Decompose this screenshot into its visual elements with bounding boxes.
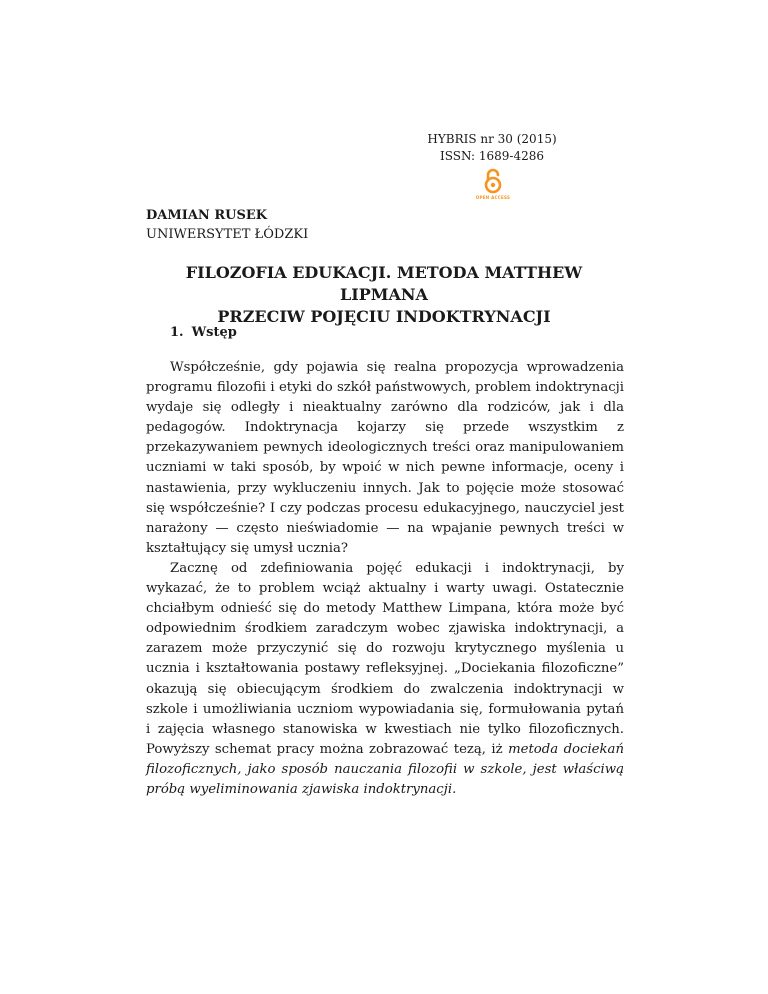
- journal-issue: HYBRIS nr 30 (2015): [427, 132, 557, 146]
- paragraph-2-text: Zacznę od zdefiniowania pojęć edukacji i indoktrynacji, by wykazać, że to problem wciąż aktualny i warty uwagi. Ostatecznie chciałbym odnieść się do metody Matthew Limpana, która może być odpowiednim środkiem zaradczym wobec zjawiska indoktrynacji, a zarazem może przyczynić się do rozwoju krytycznego myślenia u ucznia i kształtowania postawy refleksyjnej. „Dociekania filozoficzne” okazują się obiecującym środkiem do zwalczenia indoktrynacji w szkole i umożliwiania uczniom wypowiadania się, formułowania pytań i zajęcia własnego stanowiska w kwestiach nie tylko filozoficznych. Powyższy schemat pracy można zobrazować tezą, iż: [146, 560, 624, 757]
- open-access-badge: [474, 168, 512, 200]
- author-affiliation: UNIWERSYTET ŁÓDZKI: [146, 227, 309, 242]
- paragraph-1: Współcześnie, gdy pojawia się realna propozycja wprowadzenia programu filozofii i etyki do szkół państwowych, problem indoktrynacji wydaje się odległy i nieaktualny zarówno dla rodziców, jak i dla pedagogów. Indoktrynacja kojarzy się przede wszystkim z przekazywaniem pewnych ideologicznych treści oraz manipulowaniem uczniami w taki sposób, by wpoić w nich pewne informacje, oceny i nastawienia, przy wykluczeniu innych. Jak to pojęcie może stosować się współcześnie? I czy podczas procesu edukacyjnego, nauczyciel jest narażony — często nieświadomie — na wpajanie pewnych treści w kształtujący się umysł ucznia?: [146, 360, 624, 556]
- author-name: DAMIAN RUSEK: [146, 208, 268, 223]
- section-number: 1.: [170, 325, 184, 340]
- journal-info: [412, 131, 572, 165]
- journal-issn: ISSN: 1689-4286: [439, 149, 545, 163]
- paragraph-2-thesis: metoda dociekań filozoficznych, jako sposób nauczania filozofii w szkole, jest właściwą próbą wyeliminowania zjawiska indoktrynacji.: [146, 741, 624, 797]
- author-block: [146, 206, 308, 244]
- paper-title: [146, 262, 622, 328]
- title-line-2: PRZECIW POJĘCIU INDOKTRYNACJI: [217, 307, 551, 326]
- open-access-lock-icon: [483, 168, 503, 194]
- paragraph-2: [146, 559, 624, 800]
- body-text: [146, 358, 624, 800]
- section-title: Wstęp: [191, 325, 237, 340]
- title-line-1: FILOZOFIA EDUKACJI. METODA MATTHEW LIPMANA: [185, 263, 583, 304]
- section-heading: [170, 325, 237, 340]
- open-access-label: OPEN ACCESS: [475, 195, 511, 200]
